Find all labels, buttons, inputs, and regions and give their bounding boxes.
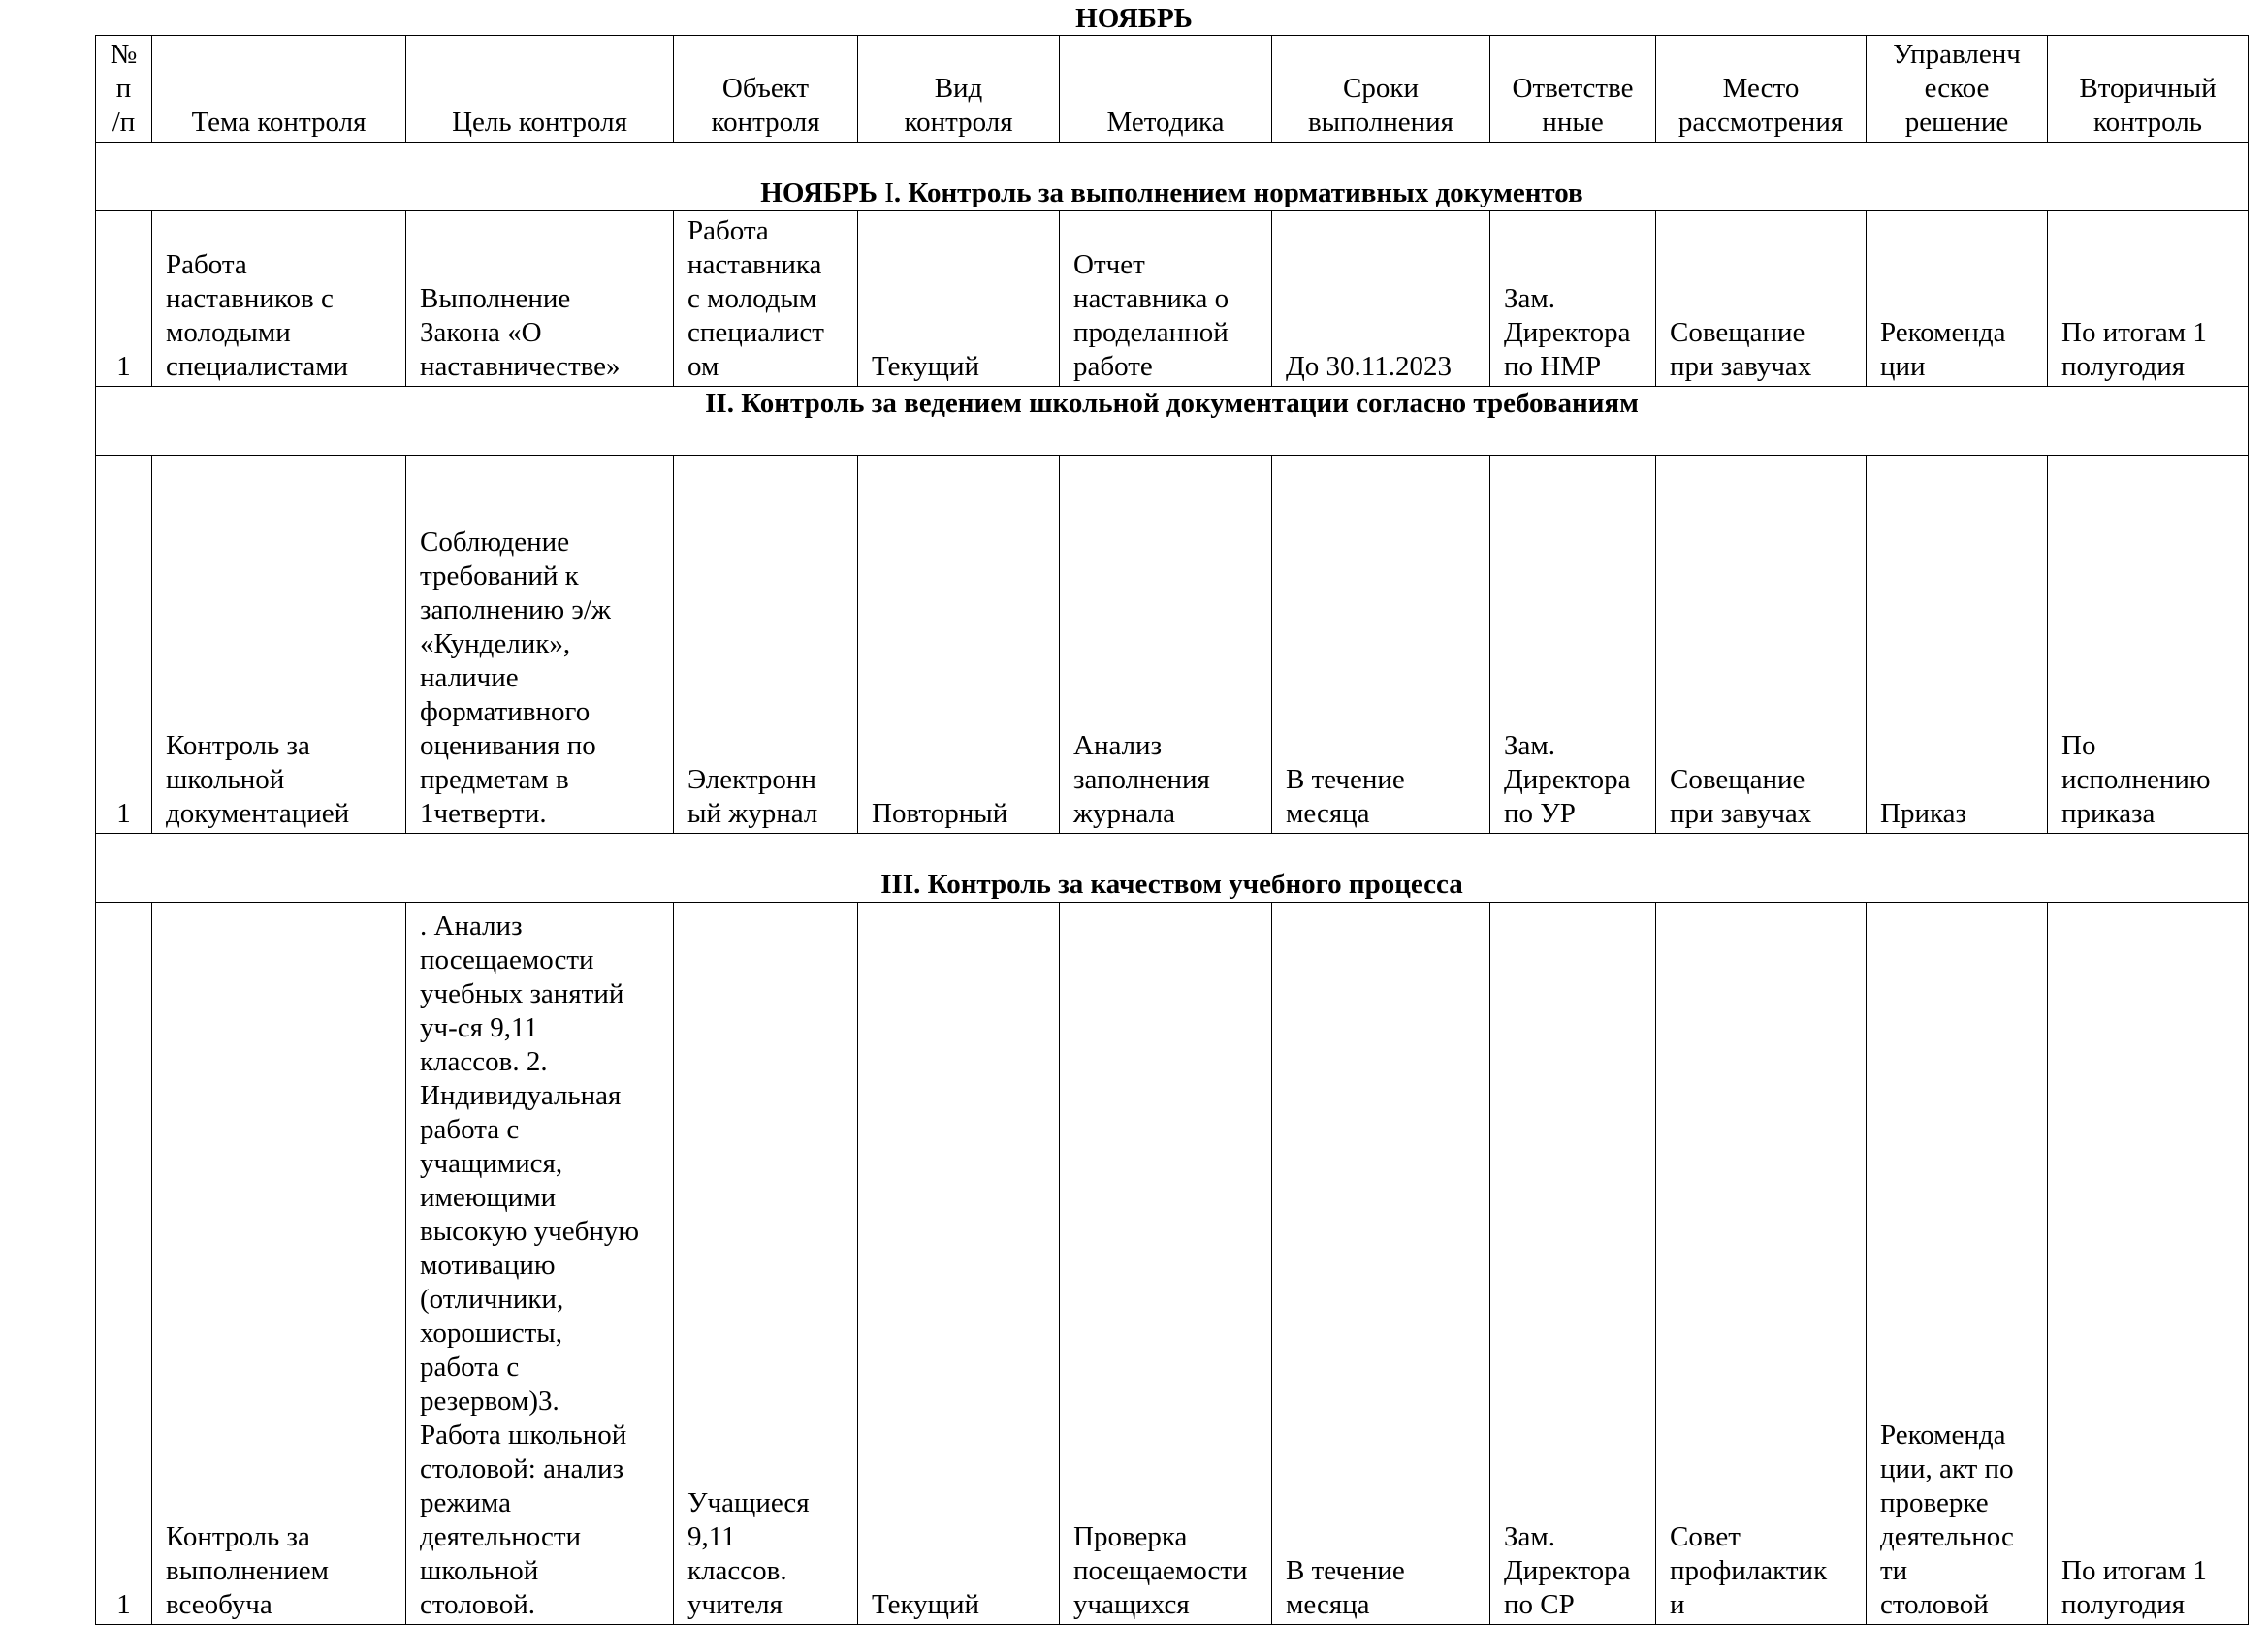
cell-goal: Выполнение Закона «О наставничестве»	[406, 211, 674, 387]
cell-topic: Работа наставников с молодыми специалистами	[152, 211, 406, 387]
column-header-type: Вид контроля	[858, 36, 1060, 143]
table-row	[96, 903, 2249, 1625]
column-header-topic: Тема контроля	[152, 36, 406, 143]
column-header-responsible: Ответстве нные	[1490, 36, 1656, 143]
column-header-decision: Управленч еское решение	[1867, 36, 2048, 143]
section-heading-text: . Контроль за выполнением нормативных документов	[893, 177, 1583, 208]
cell-topic: Контроль за школьной документацией	[152, 456, 406, 834]
cell-place: Совещание при завучах	[1656, 456, 1867, 834]
cell-object: Работа наставника с молодым специалист ом	[674, 211, 858, 387]
cell-responsible: Зам. Директора по СР	[1490, 903, 1656, 1625]
cell-method: Анализ заполнения журнала	[1060, 456, 1272, 834]
cell-method: Проверка посещаемости учащихся	[1060, 903, 1272, 1625]
cell-deadline: До 30.11.2023	[1272, 211, 1490, 387]
cell-number: 1	[96, 903, 152, 1625]
page-title: НОЯБРЬ	[1075, 3, 1193, 34]
cell-decision: Приказ	[1867, 456, 2048, 834]
cell-type: Текущий	[858, 211, 1060, 387]
cell-secondary: По итогам 1 полугодия	[2048, 903, 2249, 1625]
cell-object: Учащиеся 9,11 классов. учителя	[674, 903, 858, 1625]
column-header-method: Методика	[1060, 36, 1272, 143]
section-heading-row	[96, 143, 2249, 211]
cell-method: Отчет наставника о проделанной работе	[1060, 211, 1272, 387]
cell-type: Текущий	[858, 903, 1060, 1625]
cell-secondary: По исполнению приказа	[2048, 456, 2249, 834]
section-heading-prefix: НОЯБРЬ	[760, 177, 885, 208]
cell-goal: . Анализ посещаемости учебных занятий уч-ся 9,11 классов. 2. Индивидуальная работа с учащимися, имеющими высокую учебную мотивацию (отличники, хорошисты, работа с резервом)3. Работа школьной столовой: анализ режима деятельности школьной столовой.	[406, 903, 674, 1625]
cell-deadline: В течение месяца	[1272, 903, 1490, 1625]
column-header-goal: Цель контроля	[406, 36, 674, 143]
section-heading-roman: I	[884, 177, 894, 208]
cell-topic: Контроль за выполнением всеобуча	[152, 903, 406, 1625]
column-header-object: Объект контроля	[674, 36, 858, 143]
cell-secondary: По итогам 1 полугодия	[2048, 211, 2249, 387]
cell-type: Повторный	[858, 456, 1060, 834]
column-header-place: Место рассмотрения	[1656, 36, 1867, 143]
cell-object: Электронн ый журнал	[674, 456, 858, 834]
column-header-number: № п /п	[96, 36, 152, 143]
column-header-secondary: Вторичный контроль	[2048, 36, 2249, 143]
section-heading	[96, 143, 2249, 211]
cell-responsible: Зам. Директора по НМР	[1490, 211, 1656, 387]
cell-decision: Рекоменда ции, акт по проверке деятельнос ти столовой	[1867, 903, 2048, 1625]
cell-number: 1	[96, 211, 152, 387]
cell-number: 1	[96, 456, 152, 834]
column-header-deadline: Сроки выполнения	[1272, 36, 1490, 143]
cell-responsible: Зам. Директора по УР	[1490, 456, 1656, 834]
section-heading	[96, 834, 2249, 903]
cell-goal: Соблюдение требований к заполнению э/ж «Кунделик», наличие формативного оценивания по предметам в 1четверти.	[406, 456, 674, 834]
cell-place: Совет профилактик и	[1656, 903, 1867, 1625]
section-heading	[96, 387, 2249, 456]
section-heading-row	[96, 834, 2249, 903]
section-heading-text: II. Контроль за ведением школьной документации согласно требованиям	[705, 388, 1639, 419]
cell-deadline: В течение месяца	[1272, 456, 1490, 834]
table-row	[96, 456, 2249, 834]
table-header-row	[96, 36, 2249, 143]
section-heading-row	[96, 387, 2249, 456]
cell-place: Совещание при завучах	[1656, 211, 1867, 387]
table-row	[96, 211, 2249, 387]
section-heading-text: III. Контроль за качеством учебного процесса	[880, 869, 1463, 900]
control-plan-table	[95, 35, 2249, 1625]
cell-decision: Рекоменда ции	[1867, 211, 2048, 387]
